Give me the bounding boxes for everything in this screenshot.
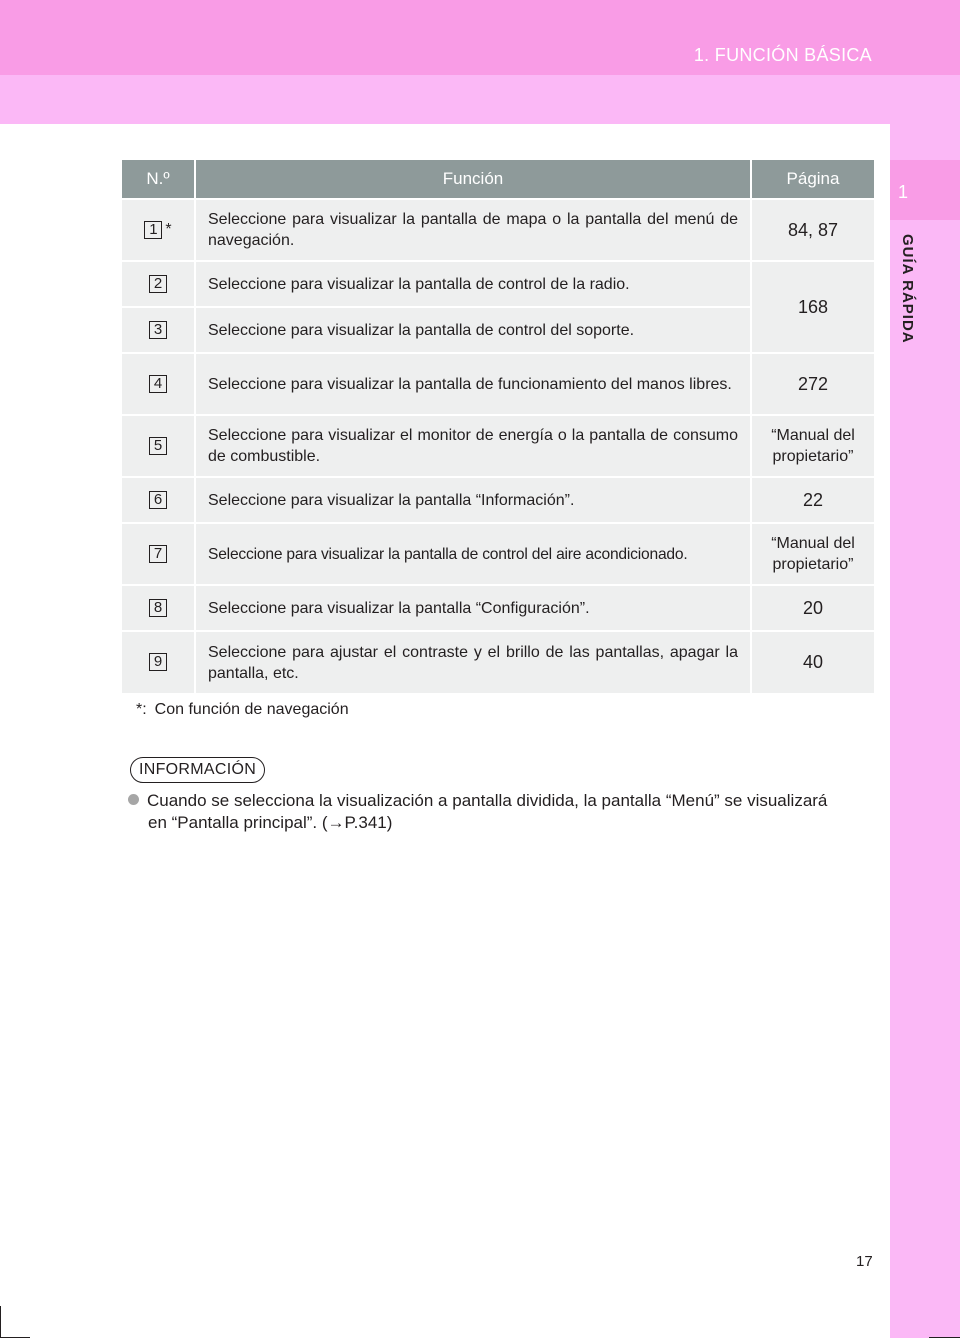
row-number-cell [122,631,195,693]
crop-mark [0,1306,1,1338]
footnote-mark: *: [136,701,147,718]
chapter-label: GUÍA RÁPIDA [899,234,916,344]
table-row [122,415,874,477]
footnote-text: Con función de navegación [154,701,349,718]
table-row [122,353,874,415]
row-number-cell [122,261,195,307]
row-description: Seleccione para visualizar la pantalla “Información”. [195,477,751,523]
table-header-row [122,160,874,199]
table-row [122,477,874,523]
boxed-number: 3 [149,321,167,339]
table-row [122,199,874,261]
row-description: Seleccione para visualizar la pantalla de control de la radio. [195,261,751,307]
table-row [122,523,874,585]
row-number-cell [122,199,195,261]
section-title: 1. FUNCIÓN BÁSICA [693,45,872,65]
row-number-cell [122,523,195,585]
info-item [128,790,868,834]
row-description: Seleccione para visualizar la pantalla de control del soporte. [195,307,751,353]
boxed-number: 8 [149,599,167,617]
row-page: “Manual del propietario” [751,523,874,585]
boxed-number: 6 [149,491,167,509]
function-table [122,160,874,693]
row-description: Seleccione para ajustar el contraste y el brillo de las pantallas, apagar la pantalla, etc. [195,631,751,693]
header-function: Función [195,160,751,199]
bullet-icon [128,794,139,805]
row-number-cell [122,477,195,523]
boxed-number: 1 [144,221,162,239]
row-page[interactable]: 168 [751,261,874,353]
table-row [122,631,874,693]
row-number-cell [122,353,195,415]
boxed-number: 9 [149,653,167,671]
boxed-number: 2 [149,275,167,293]
info-text-line1: Cuando se selecciona la visualización a pantalla dividida, la pantalla “Menú” se visualizará [147,791,828,810]
info-text-line2[interactable]: en “Pantalla principal”. (→P.341) [148,813,393,832]
table-row [122,585,874,631]
boxed-number: 7 [149,545,167,563]
row-number-cell [122,415,195,477]
row-description: Seleccione para visualizar la pantalla de mapa o la pantalla del menú de navegación. [195,199,751,261]
row-page[interactable]: 84, 87 [751,199,874,261]
table-row [122,261,874,307]
row-number-cell [122,585,195,631]
navigation-mark: * [165,220,172,238]
info-badge: INFORMACIÓN [130,757,265,783]
row-description: Seleccione para visualizar la pantalla “Configuración”. [195,585,751,631]
row-number-cell [122,307,195,353]
row-page[interactable]: 20 [751,585,874,631]
row-page[interactable]: 40 [751,631,874,693]
row-description: Seleccione para visualizar la pantalla de funcionamiento del manos libres. [195,353,751,415]
boxed-number: 4 [149,375,167,393]
row-description: Seleccione para visualizar la pantalla de control del aire acondicionado. [195,523,751,585]
row-page[interactable]: 22 [751,477,874,523]
header-page: Página [751,160,874,199]
page-number: 17 [856,1253,873,1270]
row-page: “Manual del propietario” [751,415,874,477]
boxed-number: 5 [149,437,167,455]
chapter-number: 1 [898,182,909,202]
footnote [136,701,349,719]
row-description: Seleccione para visualizar el monitor de energía o la pantalla de consumo de combustible. [195,415,751,477]
header-num: N.º [122,160,195,199]
row-page[interactable]: 272 [751,353,874,415]
